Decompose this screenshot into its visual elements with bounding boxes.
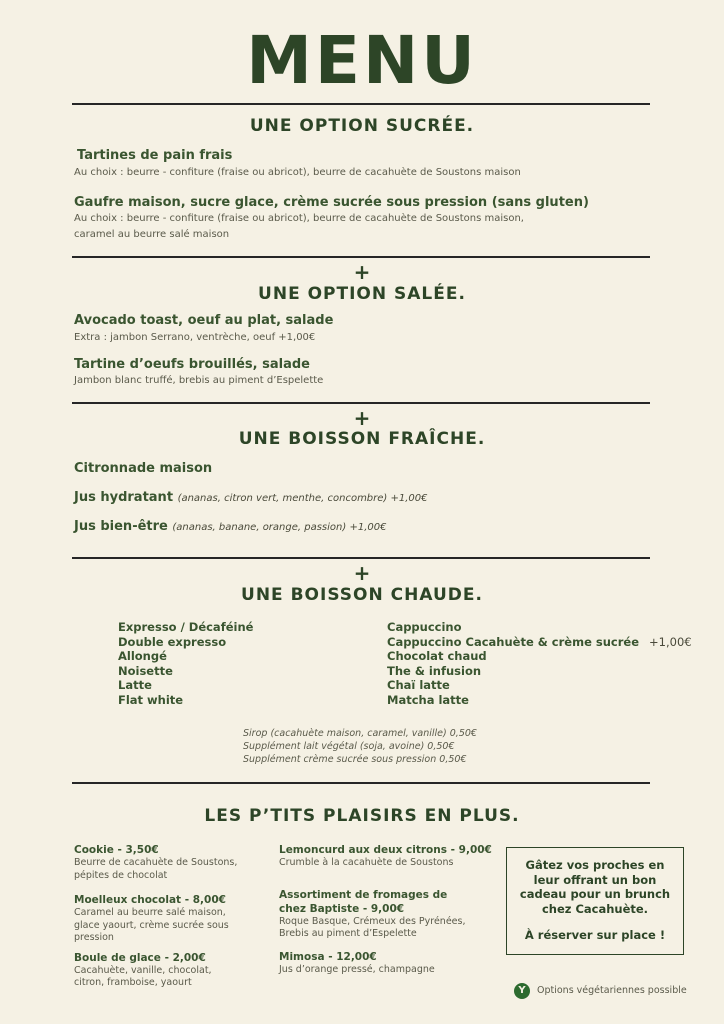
drink-item: Allongé bbox=[118, 649, 167, 663]
drink-item: Latte bbox=[118, 678, 152, 692]
menu-item-option: (ananas, citron vert, menthe, concombre) +1,00€ bbox=[177, 493, 428, 504]
drink-item-row bbox=[387, 635, 692, 650]
treat-desc: Cacahuète, vanille, chocolat, bbox=[74, 964, 212, 976]
drink-extra-price: +1,00€ bbox=[649, 634, 692, 649]
divider bbox=[72, 402, 650, 404]
menu-item-name: Tartine d’oeufs brouillés, salade bbox=[74, 357, 310, 372]
menu-item-name: Jus bien-être bbox=[74, 519, 168, 534]
drink-item: Double expresso bbox=[118, 634, 227, 649]
treats-column-2 bbox=[279, 843, 494, 976]
treat-desc: Roque Basque, Crémeux des Pyrénées, bbox=[279, 915, 466, 927]
treat-desc: glace yaourt, crème sucrée sous bbox=[74, 919, 229, 931]
section-heading-chaude: UNE BOISSON CHAUDE. bbox=[241, 585, 483, 605]
treat-desc: pression bbox=[74, 932, 114, 943]
extra-line: Sirop (cacahuète maison, caramel, vanille) 0,50€ bbox=[243, 728, 477, 739]
treat-desc: Beurre de cacahuète de Soustons, bbox=[74, 857, 238, 868]
gift-card-text: chez Cacahuète. bbox=[541, 901, 649, 916]
menu-item-row bbox=[74, 519, 386, 534]
treat-desc: Caramel au beurre salé maison, bbox=[74, 907, 226, 918]
vegetarian-leaf-icon: Y bbox=[514, 983, 530, 999]
treat-name: Assortiment de fromages de bbox=[279, 888, 448, 901]
gift-card-box bbox=[506, 847, 684, 955]
treat-name: Boule de glace - 2,00€ bbox=[74, 951, 206, 964]
menu-item-row bbox=[74, 490, 428, 505]
treats-column-1 bbox=[74, 843, 274, 990]
menu-item-name: Citronnade maison bbox=[74, 461, 213, 476]
drink-extras bbox=[243, 727, 477, 766]
drink-item: Chocolat chaud bbox=[387, 649, 487, 663]
drink-item: Matcha latte bbox=[387, 692, 469, 707]
menu-item-name: Gaufre maison, sucre glace, crème sucrée sous pression (sans gluten) bbox=[74, 195, 589, 210]
drink-item: Cappuccino bbox=[387, 620, 462, 634]
menu-item-desc: Au choix : beurre - confiture (fraise ou abricot), beurre de cacahuète de Soustons maison, bbox=[74, 213, 524, 224]
drink-item: Flat white bbox=[118, 692, 184, 707]
treat-name: Mimosa - 12,00€ bbox=[279, 950, 377, 963]
section-heading-salee: UNE OPTION SALÉE. bbox=[258, 284, 466, 304]
divider bbox=[72, 103, 650, 105]
divider bbox=[72, 256, 650, 258]
menu-item-desc: Jambon blanc truffé, brebis au piment d’Espelette bbox=[74, 375, 324, 386]
plus-sign: + bbox=[353, 260, 371, 284]
divider bbox=[72, 782, 650, 784]
gift-card-text: cadeau pour un brunch bbox=[519, 887, 671, 901]
treat-name: Lemoncurd aux deux citrons - 9,00€ bbox=[279, 844, 492, 856]
section-heading-plaisirs: LES P’TITS PLAISIRS EN PLUS. bbox=[204, 806, 520, 826]
drink-item: Noisette bbox=[118, 663, 173, 678]
treat-name: Moelleux chocolat - 8,00€ bbox=[74, 894, 226, 906]
menu-item-desc: caramel au beurre salé maison bbox=[74, 229, 230, 240]
vegetarian-note: Options végétariennes possible bbox=[537, 985, 687, 996]
section-heading-sucree: UNE OPTION SUCRÉE. bbox=[249, 116, 475, 136]
treat-name: chez Baptiste - 9,00€ bbox=[279, 902, 405, 915]
drink-item: Cappuccino Cacahuète & crème sucrée bbox=[387, 634, 639, 649]
treat-desc: Crumble à la cacahuète de Soustons bbox=[279, 857, 454, 868]
section-heading-fraiche: UNE BOISSON FRAÎCHE. bbox=[238, 429, 486, 449]
menu-item-name: Avocado toast, oeuf au plat, salade bbox=[74, 313, 334, 328]
treat-desc: pépites de chocolat bbox=[74, 869, 168, 881]
divider bbox=[72, 557, 650, 559]
drink-item: The & infusion bbox=[387, 663, 482, 678]
menu-item-name: Tartines de pain frais bbox=[77, 148, 233, 163]
plus-sign: + bbox=[353, 406, 371, 430]
menu-title: MENU bbox=[246, 22, 478, 99]
drink-item: Chaï latte bbox=[387, 678, 450, 692]
menu-item-desc: Extra : jambon Serrano, ventrèche, oeuf +1,00€ bbox=[74, 332, 316, 343]
menu-item-name: Jus hydratant bbox=[74, 490, 174, 505]
gift-card-text: leur offrant un bon bbox=[533, 872, 657, 887]
plus-sign: + bbox=[353, 561, 371, 585]
gift-card-cta: À réserver sur place ! bbox=[524, 928, 666, 942]
menu-item-desc: Au choix : beurre - confiture (fraise ou abricot), beurre de cacahuète de Soustons maison bbox=[74, 167, 521, 178]
extra-line: Supplément crème sucrée sous pression 0,50€ bbox=[243, 754, 467, 765]
treat-desc: citron, framboise, yaourt bbox=[74, 977, 192, 988]
drink-item: Expresso / Décaféiné bbox=[118, 620, 254, 634]
treat-name: Cookie - 3,50€ bbox=[74, 844, 159, 856]
treat-desc: Jus d’orange pressé, champagne bbox=[279, 963, 435, 975]
gift-card-text: Gâtez vos proches en bbox=[525, 858, 665, 872]
hot-drinks-right-column bbox=[387, 620, 692, 707]
menu-item-option: (ananas, banane, orange, passion) +1,00€ bbox=[172, 522, 387, 533]
hot-drinks-left-column bbox=[118, 620, 253, 707]
extra-line: Supplément lait végétal (soja, avoine) 0,50€ bbox=[243, 741, 455, 752]
treat-desc: Brebis au piment d’Espelette bbox=[279, 928, 417, 939]
